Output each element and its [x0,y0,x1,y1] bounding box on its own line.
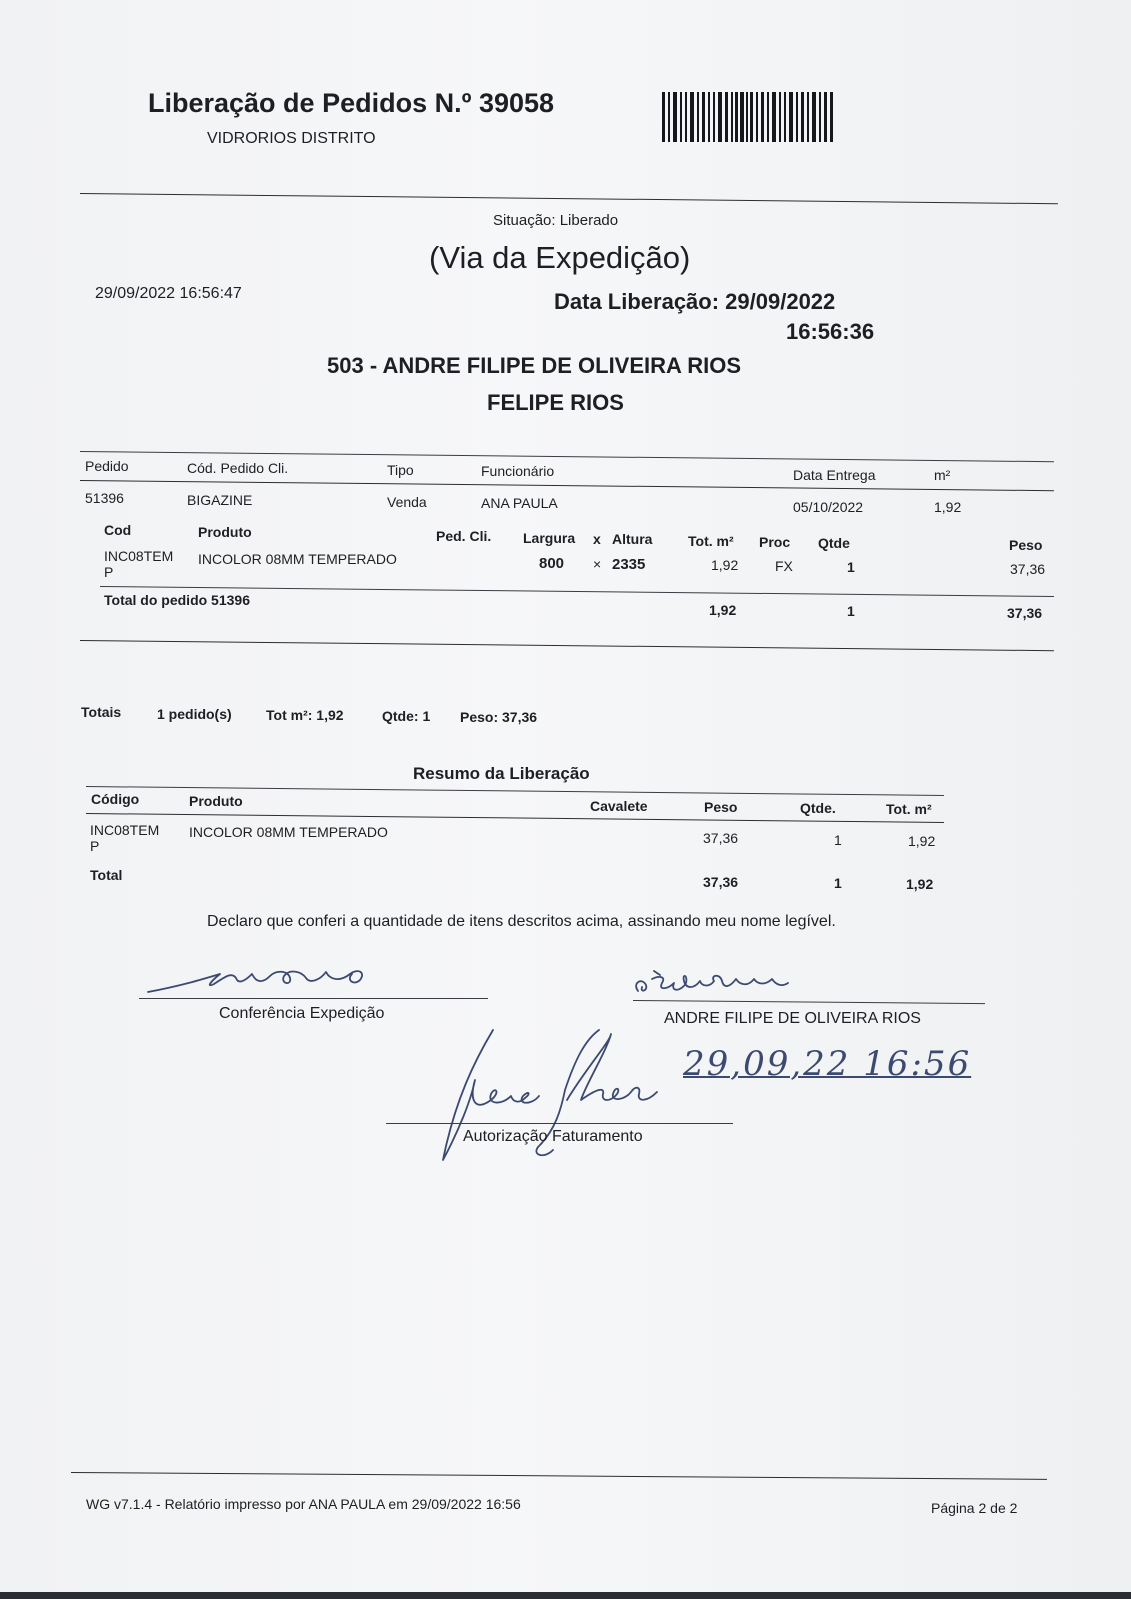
order-total-peso: 37,36 [1007,605,1043,621]
resumo-peso: 37,36 [703,830,739,846]
resumo-total-label: Total [90,867,123,883]
order-m2-value: 1,92 [934,499,962,515]
totais-tot-m2: Tot m²: 1,92 [266,707,344,723]
order-total-qtde: 1 [847,603,855,619]
resumo-codigo-line2: P [90,838,100,854]
col-header-pedido: Pedido [85,458,129,474]
order-tipo-value: Venda [387,494,427,510]
order-total-tot-m2: 1,92 [709,602,737,618]
totais-qtde: Qtde: 1 [382,708,431,724]
declaration-text: Declaro que conferi a quantidade de itens descritos acima, assinando meu nome legível. [207,913,836,930]
order-total-label: Total do pedido 51396 [104,592,250,608]
resumo-header-qtde: Qtde. [800,800,836,816]
conferencia-signature-line [139,998,488,999]
resumo-tot-m2: 1,92 [908,833,936,849]
item-cod-line2: P [104,564,114,580]
footer-page-number: Página 2 de 2 [931,1500,1018,1516]
item-peso: 37,36 [1010,561,1046,577]
item-header-x: x [593,531,601,547]
footer-report-info: WG v7.1.4 - Relatório impresso por ANA PAULA em 29/09/2022 16:56 [86,1496,521,1512]
resumo-header-peso: Peso [704,799,738,815]
print-datetime: 29/09/2022 16:56:47 [95,285,242,302]
item-header-ped-cli: Ped. Cli. [436,528,492,544]
totais-pedidos: 1 pedido(s) [157,706,232,722]
autorizacao-label: Autorização Faturamento [463,1128,643,1145]
col-header-tipo: Tipo [387,462,414,478]
order-cod-cli-value: BIGAZINE [187,492,253,508]
resumo-header-cavalete: Cavalete [590,798,648,814]
resumo-title: Resumo da Liberação [413,764,590,783]
resumo-qtde: 1 [834,832,842,848]
resumo-produto: INCOLOR 08MM TEMPERADO [189,824,388,840]
item-qtde: 1 [847,559,855,575]
item-header-peso: Peso [1009,537,1043,553]
order-table-bottom-rule [80,640,1054,651]
order-data-entrega-value: 05/10/2022 [793,499,864,515]
item-header-qtde: Qtde [818,535,850,551]
item-altura: 2335 [612,556,646,573]
header-divider [80,193,1058,204]
resumo-total-peso: 37,36 [703,874,739,890]
resumo-header-produto: Produto [189,793,243,809]
item-x: × [593,556,602,572]
autorizacao-signature-line [386,1123,733,1124]
item-proc: FX [775,558,793,574]
handwritten-date: 29,09,22 16:56 [683,1044,972,1084]
resumo-header-tot-m2: Tot. m² [886,801,932,817]
item-header-altura: Altura [612,531,653,547]
item-header-tot-m2: Tot. m² [688,533,734,549]
conferencia-signature-icon [140,960,380,1000]
item-tot-m2: 1,92 [711,557,739,573]
resumo-header-codigo: Código [91,791,140,807]
via-label: (Via da Expedição) [429,240,691,275]
footer-rule [71,1472,1047,1480]
resumo-total-tot-m2: 1,92 [906,876,934,892]
totais-peso: Peso: 37,36 [460,709,538,725]
situacao-label: Situação: Liberado [493,212,619,229]
cliente-signature-line [633,1000,985,1004]
barcode-icon [662,92,834,142]
col-header-data-entrega: Data Entrega [793,467,876,483]
order-funcionario-value: ANA PAULA [481,495,558,511]
item-header-largura: Largura [523,530,576,546]
col-header-funcionario: Funcionário [481,463,555,479]
col-header-m2: m² [934,467,951,483]
totais-label: Totais [81,704,122,720]
resumo-codigo-line1: INC08TEM [90,822,160,838]
data-liberacao: Data Liberação: 29/09/2022 [554,289,836,314]
item-header-produto: Produto [198,524,252,540]
company-name: VIDRORIOS DISTRITO [207,130,376,147]
item-cod-line1: INC08TEM [104,548,174,564]
cliente-label: ANDRE FILIPE DE OLIVEIRA RIOS [664,1010,921,1027]
data-liberacao-time: 16:56:36 [786,319,875,344]
resumo-total-qtde: 1 [834,875,842,891]
col-header-cod-pedido-cli: Cód. Pedido Cli. [187,460,289,476]
item-header-proc: Proc [759,534,791,550]
autorizacao-signature-icon [435,1030,675,1170]
item-header-cod: Cod [104,522,132,538]
cliente-signature-icon [630,965,800,1001]
client-short-name: FELIPE RIOS [487,390,624,415]
conferencia-label: Conferência Expedição [219,1005,385,1022]
order-pedido-value: 51396 [85,490,124,506]
item-produto: INCOLOR 08MM TEMPERADO [198,551,397,567]
client-name: 503 - ANDRE FILIPE DE OLIVEIRA RIOS [327,353,741,378]
page-title: Liberação de Pedidos N.º 39058 [148,88,555,118]
item-largura: 800 [539,555,565,572]
order-table-header-rule [80,480,1054,491]
